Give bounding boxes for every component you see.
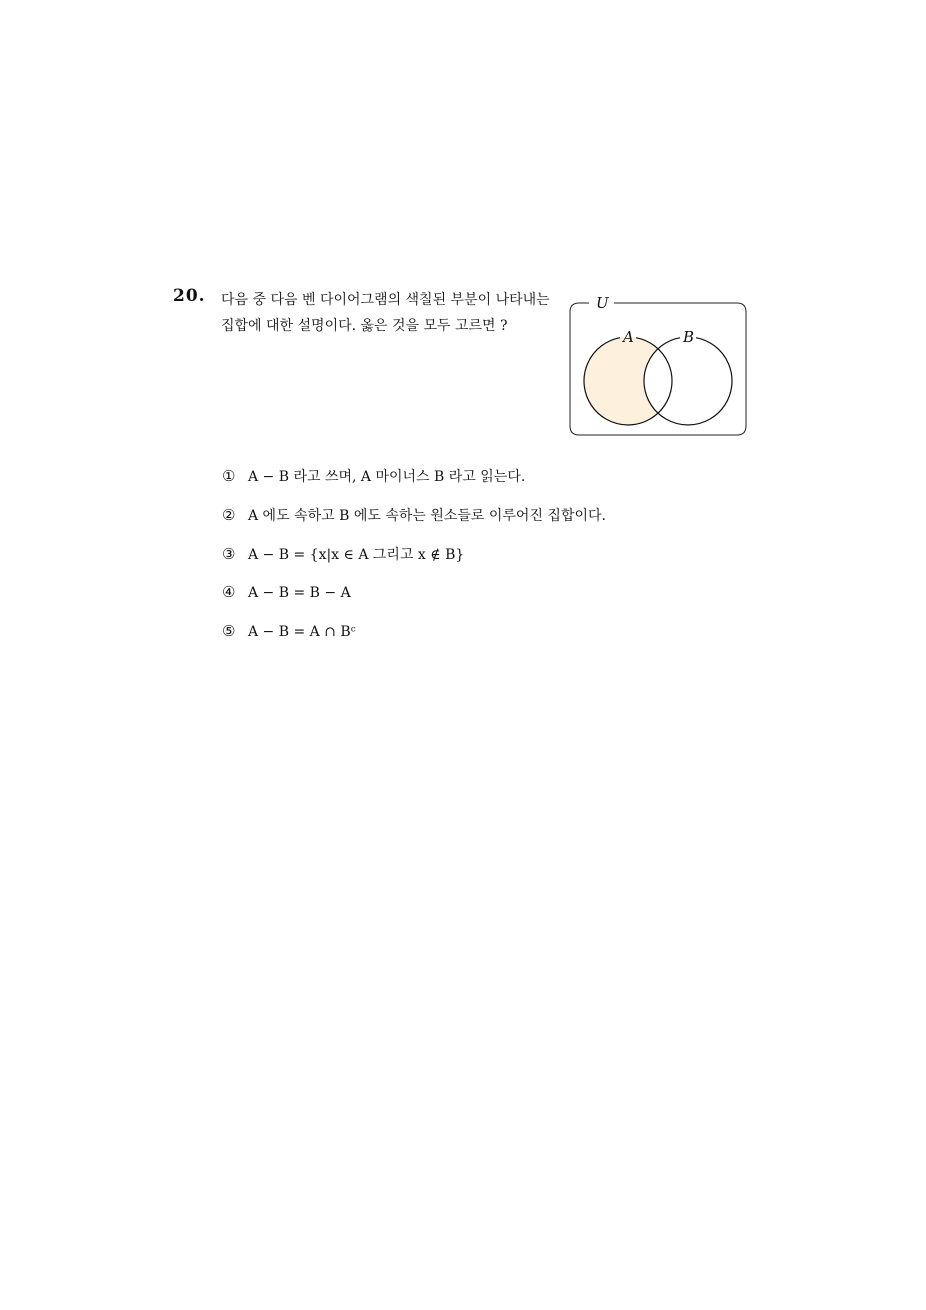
choice-4[interactable] — [222, 583, 606, 622]
choice-mark: ⑤ — [222, 622, 236, 640]
choice-text: A − B = {x|x ∈ A 그리고 x ∉ B} — [248, 547, 465, 563]
question-number: 20. — [173, 286, 206, 306]
choice-mark: ② — [222, 506, 236, 524]
choice-mark: ① — [222, 467, 236, 485]
set-b-label: B — [683, 328, 695, 346]
choice-3[interactable] — [222, 544, 606, 583]
choice-mark: ④ — [222, 583, 236, 601]
answer-choices — [222, 466, 606, 661]
universe-label: U — [596, 294, 609, 312]
choice-2[interactable] — [222, 505, 606, 544]
choice-text: A 에도 속하고 B 에도 속하는 원소들로 이루어진 집합이다. — [248, 508, 606, 524]
choice-text: A − B = B − A — [248, 585, 351, 601]
choice-5[interactable] — [222, 622, 606, 661]
venn-diagram — [566, 292, 750, 440]
choice-text: A − B = A ∩ Bᶜ — [248, 624, 356, 640]
choice-1[interactable] — [222, 466, 606, 505]
question-stem: 다음 중 다음 벤 다이어그램의 색칠된 부분이 나타내는 집합에 대한 설명이다. 옳은 것을 모두 고르면 ? — [221, 292, 550, 334]
set-a-label: A — [623, 328, 634, 346]
choice-text: A − B 라고 쓰며, A 마이너스 B 라고 읽는다. — [248, 469, 526, 485]
choice-mark: ③ — [222, 545, 236, 563]
